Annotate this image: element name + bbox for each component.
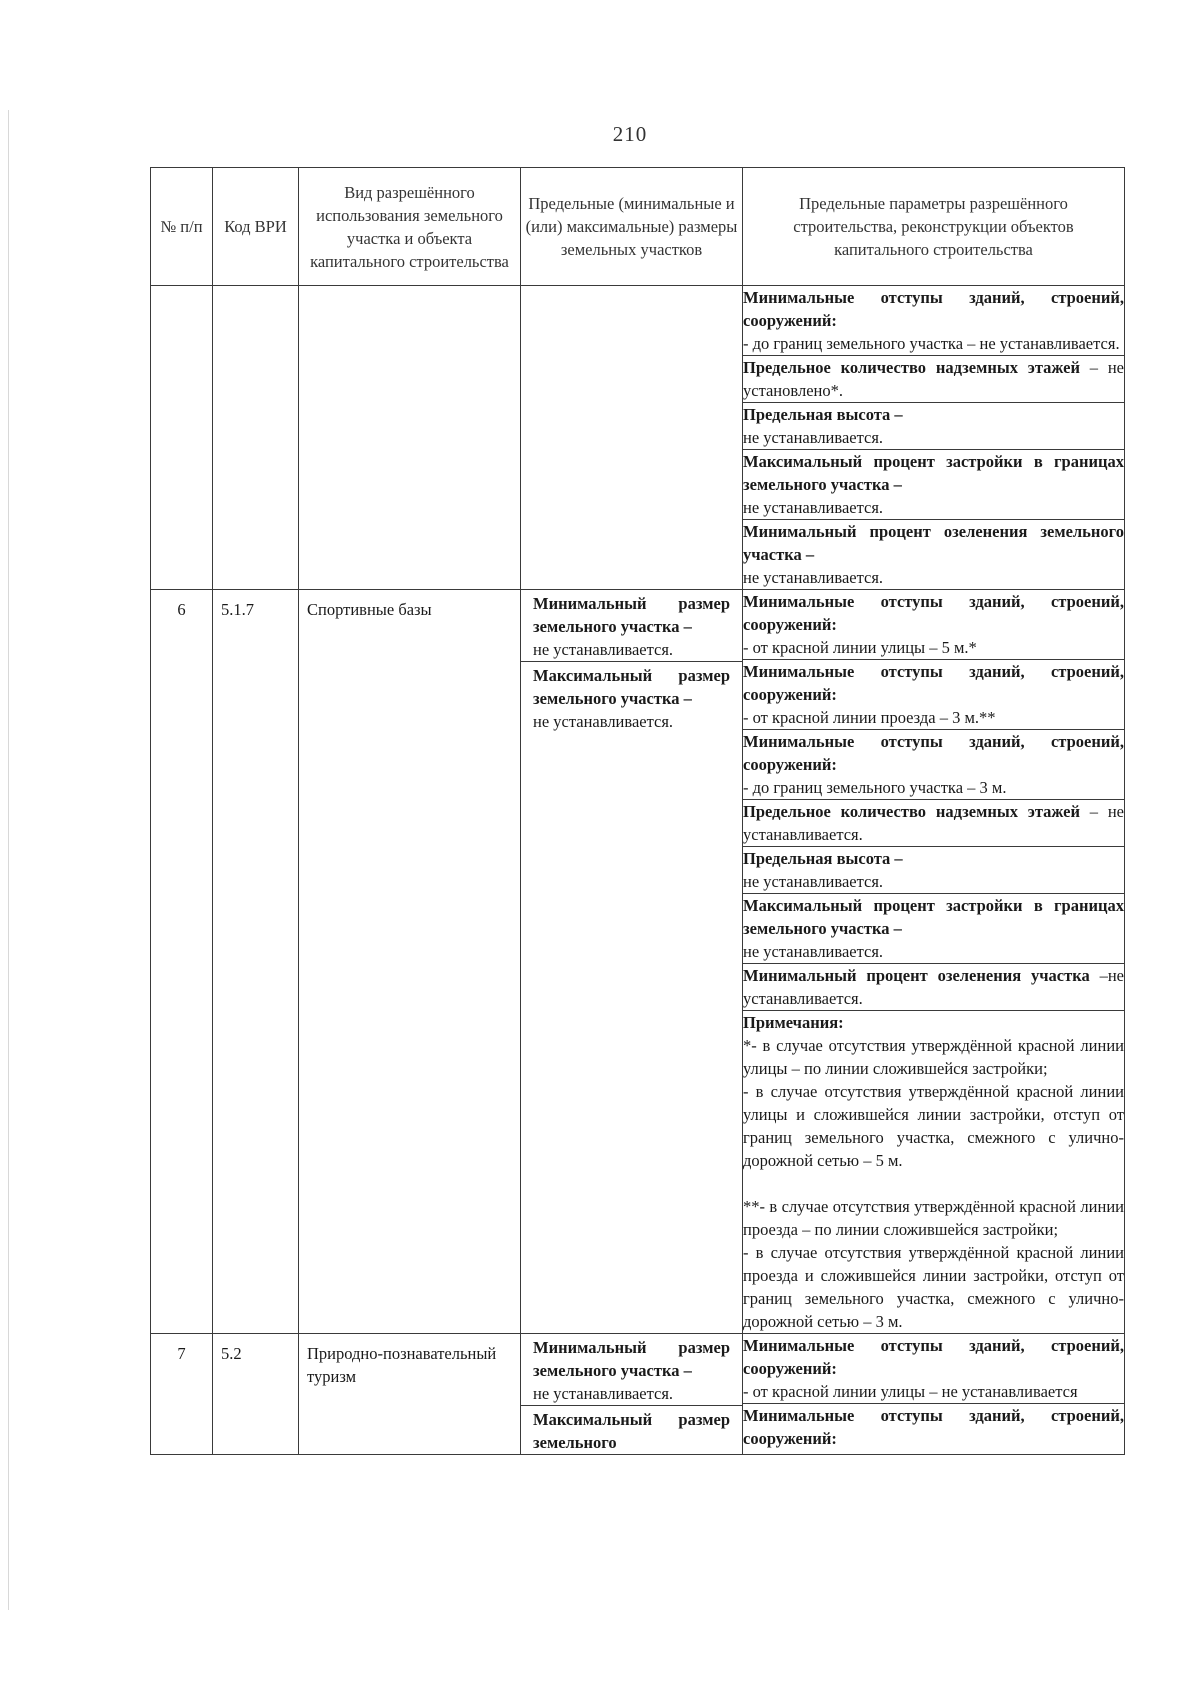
row-use: Природно-познавательный туризм [299,1334,521,1455]
row-sizes [521,286,743,590]
param-item-label: Минимальные отступы зданий, строений, сооружений: [743,662,1124,704]
param-item-text: –не устанавливается. [743,966,1124,1008]
size-item-label: Минимальный размер земельного участка – [533,1338,730,1380]
param-item-text: - до границ земельного участка – 3 м. [743,778,1007,797]
regulations-table [150,167,1125,1455]
param-item-label: Минимальные отступы зданий, строений, сооружений: [743,288,1124,330]
param-list [743,590,1124,1333]
header-sizes: Предельные (минимальные и (или) максимальные) размеры земельных участков [521,168,743,286]
param-item [743,450,1124,520]
size-item-text: не устанавливается. [533,640,674,659]
param-item [743,356,1124,403]
page-number: 210 [612,122,648,146]
size-item-text: не устанавливается. [533,1384,674,1403]
param-item-text: - до границ земельного участка – не устанавливается. [743,334,1120,353]
param-item [743,1011,1124,1334]
param-item [743,590,1124,660]
row-params [743,1334,1125,1455]
param-item-text: - от красной линии улицы – не устанавливается [743,1382,1078,1401]
size-list [521,1334,742,1454]
row-num [151,286,213,590]
param-item-label: Минимальные отступы зданий, строений, сооружений: [743,1406,1124,1448]
param-item [743,800,1124,847]
row-use [299,286,521,590]
size-item-text: не устанавливается. [533,712,674,731]
param-item-label: Максимальный процент застройки в границах земельного участка – [743,896,1124,938]
param-item [743,286,1124,356]
size-item [521,590,742,662]
table-row [151,286,1125,590]
param-item [743,1334,1124,1404]
param-item-text: не устанавливается. [743,872,884,891]
param-item-text: не устанавливается. [743,428,884,447]
row-use: Спортивные базы [299,590,521,1334]
row-num: 7 [151,1334,213,1455]
param-item-text: не устанавливается. [743,568,884,587]
row-code: 5.1.7 [213,590,299,1334]
scan-edge-line [8,110,9,1610]
param-item-text: не устанавливается. [743,942,884,961]
header-use: Вид разрешённого использования земельного участка и объекта капитального строительства [299,168,521,286]
param-item-label: Предельная высота – [743,405,903,424]
param-item-label: Минимальный процент озеленения земельного участка – [743,522,1124,564]
param-item-text: – не устанавливается. [743,802,1124,844]
param-item-label: Предельная высота – [743,849,903,868]
param-item-text: не устанавливается. [743,498,884,517]
table-row [151,1334,1125,1455]
row-sizes [521,590,743,1334]
size-item-label: Максимальный размер земельного участка – [533,666,730,708]
row-params [743,286,1125,590]
param-item-label: Предельное количество надземных этажей [743,358,1081,377]
param-item [743,660,1124,730]
param-item [743,894,1124,964]
header-code: Код ВРИ [213,168,299,286]
header-params: Предельные параметры разрешённого строительства, реконструкции объектов капитального строительства [743,168,1125,286]
row-num: 6 [151,590,213,1334]
row-params [743,590,1125,1334]
param-item [743,520,1124,590]
param-item-label: Минимальные отступы зданий, строений, сооружений: [743,592,1124,634]
size-item [521,1406,742,1455]
size-item [521,662,742,734]
size-item [521,1334,742,1406]
param-item [743,403,1124,450]
size-list [521,590,742,733]
param-item-text: – не установлено*. [743,358,1124,400]
param-item [743,964,1124,1011]
header-num: № п/п [151,168,213,286]
param-item [743,847,1124,894]
table-header-row [151,168,1125,286]
row-code [213,286,299,590]
param-item-text: *- в случае отсутствия утверждённой красной линии улицы – по линии сложившейся застройки; - в случае отсутствия утверждённой красной линии улицы и сложившейся линии застройки, отступ от границ земельного участка, смежного с улично-дорожной сетью – 5 м. **- в случае отсутствия утверждённой красной линии проезда – по линии сложившейся застройки; - в случае отсутствия утверждённой красной линии проезда и сложившейся линии застройки, отступ от границ земельного участка, смежного с улично-дорожной сетью – 3 м. [743,1036,1124,1331]
param-item [743,730,1124,800]
param-item-label: Минимальный процент озеленения участка [743,966,1090,985]
row-sizes [521,1334,743,1455]
param-item-text: - от красной линии проезда – 3 м.** [743,708,996,727]
size-item-label: Максимальный размер земельного [533,1410,730,1452]
param-list [743,1334,1124,1450]
param-item [743,1404,1124,1451]
size-item-label: Минимальный размер земельного участка – [533,594,730,636]
param-list [743,286,1124,589]
param-item-label: Минимальные отступы зданий, строений, сооружений: [743,732,1124,774]
param-item-label: Примечания: [743,1013,844,1032]
param-item-text: - от красной линии улицы – 5 м.* [743,638,977,657]
param-item-label: Минимальные отступы зданий, строений, сооружений: [743,1336,1124,1378]
table-row [151,590,1125,1334]
param-item-label: Максимальный процент застройки в границах земельного участка – [743,452,1124,494]
param-item-label: Предельное количество надземных этажей [743,802,1081,821]
row-code: 5.2 [213,1334,299,1455]
